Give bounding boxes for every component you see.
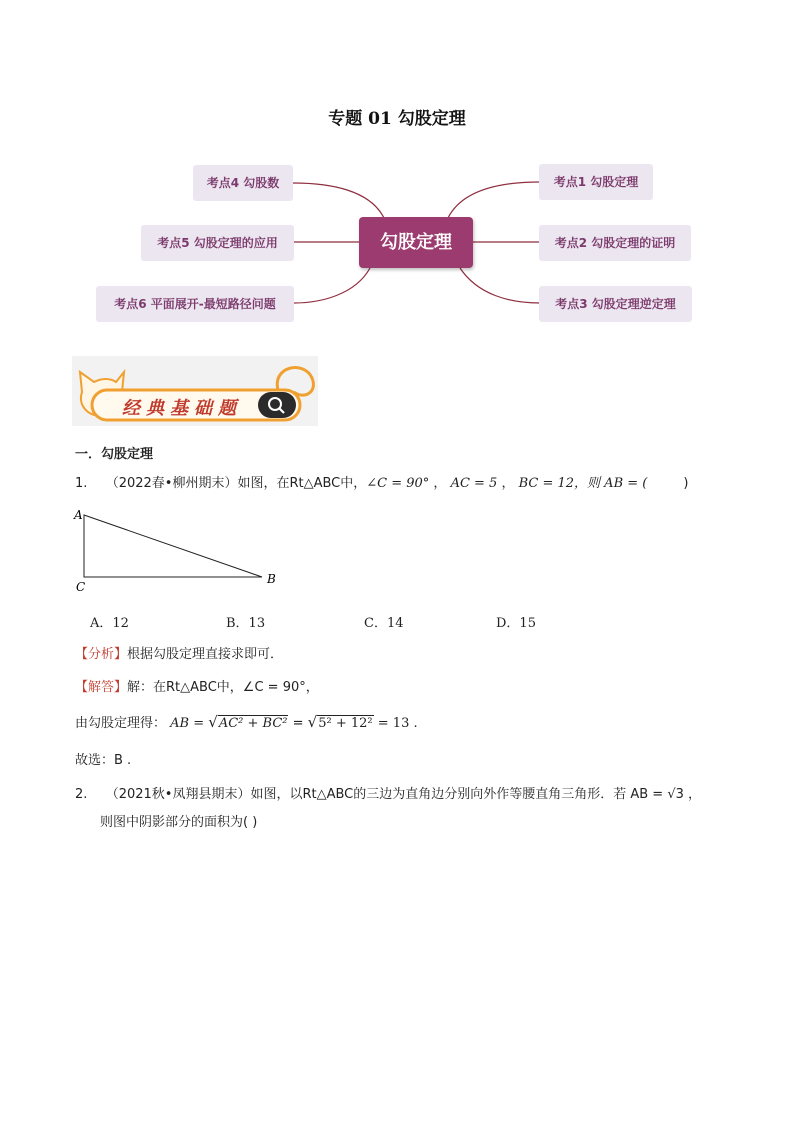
q1-number: 1. <box>75 476 88 491</box>
solution-tag: 【解答】 <box>75 680 128 695</box>
connector-k3 <box>460 268 540 303</box>
formula-result: = 13 . <box>377 716 418 731</box>
q1-stem: 如图，在Rt△ABC中， <box>237 476 367 491</box>
formula-radical-2: 5² + 12² <box>318 716 373 731</box>
vertex-b-label: B <box>267 572 276 586</box>
formula-radical-1: AC² + BC² <box>218 716 288 731</box>
formula-eq: = <box>292 716 304 731</box>
q2-line1: （2021秋•凤翔县期末）如图，以Rt△ABC的三边为直角边分别向外作等腰直角三角形．若 AB = √3 ， <box>105 787 702 802</box>
connector-k1 <box>448 182 540 218</box>
mindmap-node-k5: 考点5 勾股定理的应用 <box>141 225 294 261</box>
q1-ask: ，则 AB = ( <box>574 476 648 491</box>
analysis-tag: 【分析】 <box>75 647 128 662</box>
connector-k4 <box>293 183 384 218</box>
banner-text: 经典基础题 <box>122 398 242 419</box>
page-title: 专题 01 勾股定理 <box>328 109 466 129</box>
section-heading: 一．勾股定理 <box>75 447 154 462</box>
mindmap-node-k1: 考点1 勾股定理 <box>539 164 653 200</box>
connector-k6 <box>294 268 370 303</box>
formula-lhs: AB = <box>170 716 205 731</box>
q1-solution <box>75 676 319 695</box>
q1-analysis <box>75 643 283 662</box>
vertex-c-label: C <box>76 580 86 594</box>
q2-number: 2. <box>75 787 88 802</box>
formula-lead: 由勾股定理得： <box>75 716 167 731</box>
mindmap-center-node: 勾股定理 <box>359 217 473 268</box>
mindmap-node-k4: 考点4 勾股数 <box>193 165 293 201</box>
q1-option-d[interactable]: D．15 <box>496 616 536 631</box>
q2-line2: 则图中阴影部分的面积为( ) <box>100 815 258 830</box>
q1-bc: BC = 12 <box>518 476 575 491</box>
mindmap-node-k2: 考点2 勾股定理的证明 <box>539 225 691 261</box>
q1-choice: 故选：B . <box>75 753 132 768</box>
q1-option-c[interactable]: C．14 <box>364 616 404 631</box>
q1-option-b[interactable]: B．13 <box>226 616 266 631</box>
q1-source: （2022春•柳州期末） <box>105 476 238 491</box>
solution-text: 解：在Rt△ABC中，∠C = 90°， <box>127 680 319 695</box>
q1-ac: AC = 5 <box>450 476 498 491</box>
triangle-figure <box>70 505 290 597</box>
q1-angle: ∠C = 90° <box>366 476 430 491</box>
analysis-text: 根据勾股定理直接求即可． <box>127 647 284 662</box>
q1-close: ) <box>683 476 689 491</box>
mindmap-node-k6: 考点6 平面展开-最短路径问题 <box>96 286 294 322</box>
question-2 <box>75 783 701 802</box>
q1-option-a[interactable]: A．12 <box>90 616 129 631</box>
section-banner <box>72 356 318 426</box>
vertex-a-label: A <box>74 508 83 522</box>
mindmap-node-k3: 考点3 勾股定理逆定理 <box>539 286 692 322</box>
q1-formula-line: 由勾股定理得： AB = √AC² + BC² = √5² + 12² = 13 . <box>75 713 418 731</box>
question-1: 1. （2022春•柳州期末）如图，在Rt△ABC中，∠C = 90° ， AC = 5 ， BC = 12，则 AB = ( ) <box>75 476 689 491</box>
